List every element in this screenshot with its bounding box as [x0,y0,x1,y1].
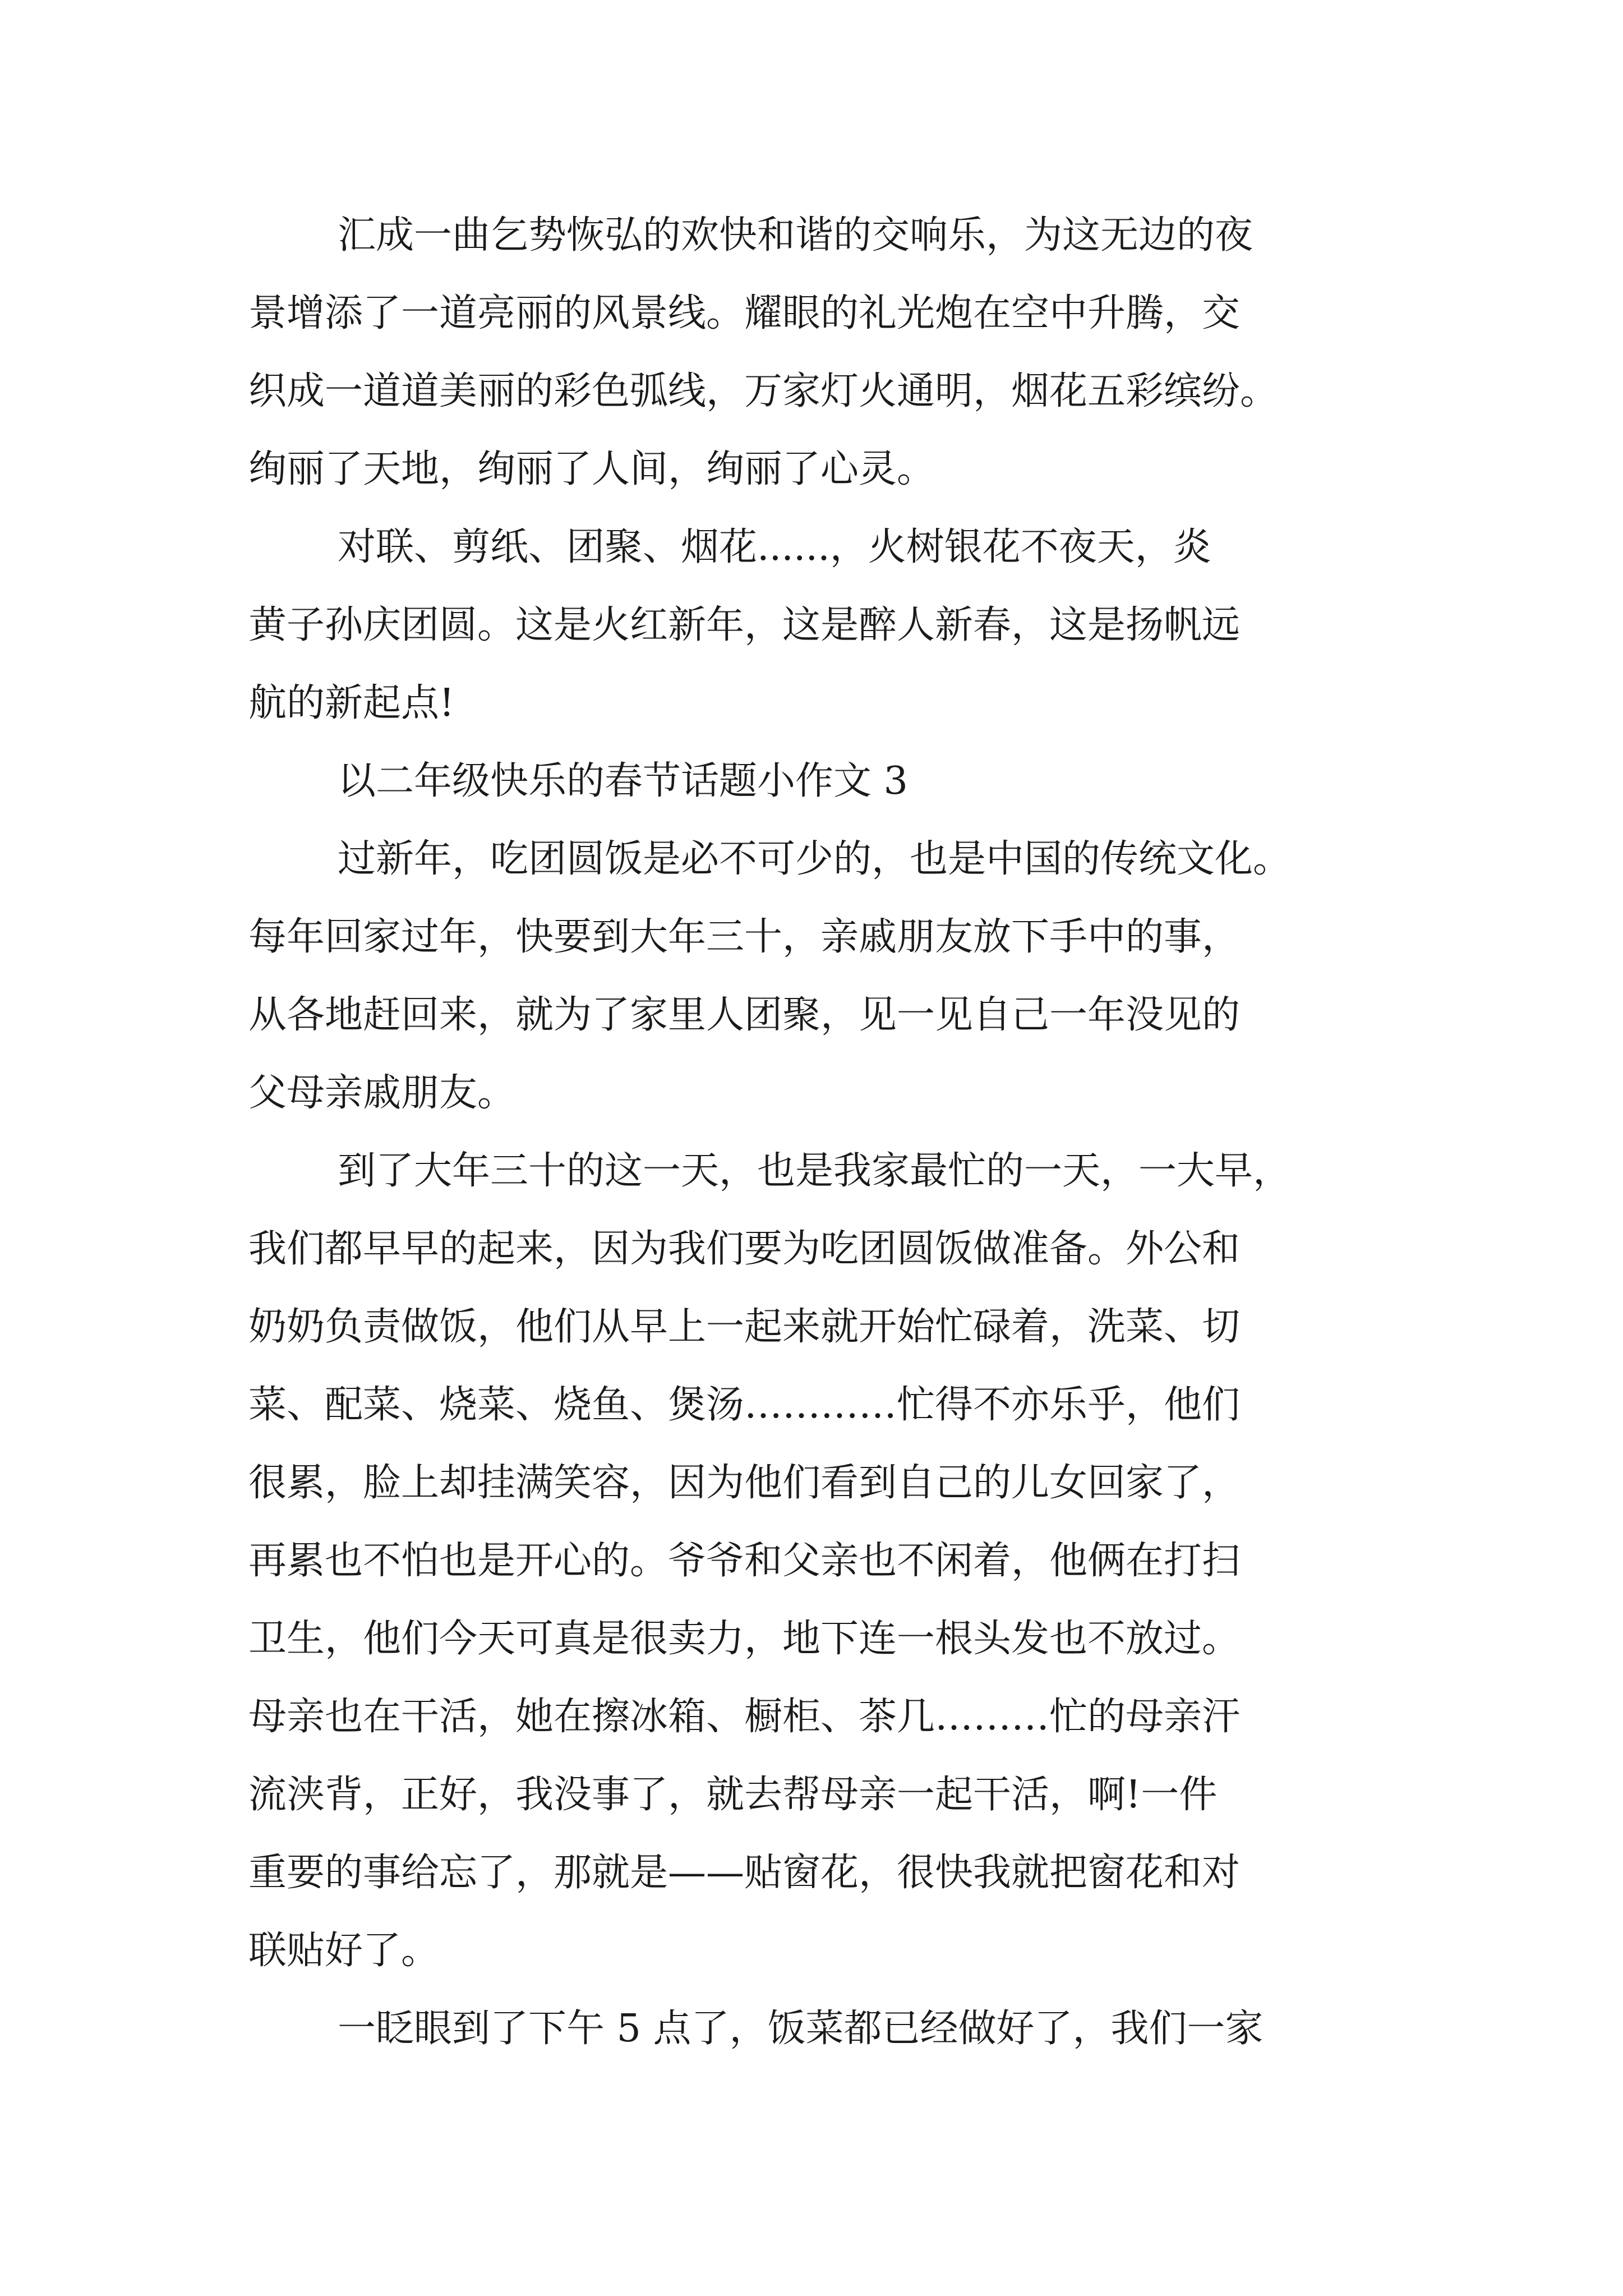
text-line: 汇成一曲乞势恢弘的欢快和谐的交响乐，为这无边的夜 [338,213,1253,257]
text-line: 流浃背，正好，我没事了，就去帮母亲一起干活，啊!一件 [248,1773,1218,1817]
text-line: 黄子孙庆团圆。这是火红新年，这是醉人新春，这是扬帆远 [248,603,1241,647]
text-line: 父母亲戚朋友。 [248,1071,516,1115]
text-line: 卫生，他们今天可真是很卖力，地下连一根头发也不放过。 [248,1617,1241,1661]
text-line: 一眨眼到了下午 5 点了，饭菜都已经做好了，我们一家 [338,2007,1264,2051]
text-line: 菜、配菜、烧菜、烧鱼、煲汤…………忙得不亦乐乎，他们 [248,1383,1241,1427]
text-line: 重要的事给忘了，那就是——贴窗花，很快我就把窗花和对 [248,1851,1241,1895]
text-line: 奶奶负责做饭，他们从早上一起来就开始忙碌着，洗菜、切 [248,1305,1241,1349]
text-line: 很累，脸上却挂满笑容，因为他们看到自己的儿女回家了， [248,1461,1241,1505]
text-line: 到了大年三十的这一天，也是我家最忙的一天，一大早， [338,1149,1292,1193]
text-line: 母亲也在干活，她在擦冰箱、橱柜、茶几………忙的母亲汗 [248,1695,1241,1739]
section-heading: 以二年级快乐的春节话题小作文 3 [338,759,908,803]
text-line: 绚丽了天地，绚丽了人间，绚丽了心灵。 [248,447,935,491]
text-line: 过新年，吃团圆饭是必不可少的，也是中国的传统文化。 [338,837,1292,881]
text-line: 景增添了一道亮丽的风景线。耀眼的礼光炮在空中升腾，交 [248,291,1241,335]
text-line: 联贴好了。 [248,1929,440,1973]
text-line: 对联、剪纸、团聚、烟花......，火树银花不夜天，炎 [338,525,1211,569]
text-line: 从各地赶回来，就为了家里人团聚，见一见自己一年没见的 [248,993,1241,1037]
text-line: 我们都早早的起来，因为我们要为吃团圆饭做准备。外公和 [248,1227,1241,1271]
text-line: 再累也不怕也是开心的。爷爷和父亲也不闲着，他俩在打扫 [248,1539,1241,1583]
text-line: 航的新起点! [248,681,455,725]
text-line: 每年回家过年，快要到大年三十，亲戚朋友放下手中的事， [248,915,1241,959]
text-line: 织成一道道美丽的彩色弧线，万家灯火通明，烟花五彩缤纷。 [248,369,1279,413]
